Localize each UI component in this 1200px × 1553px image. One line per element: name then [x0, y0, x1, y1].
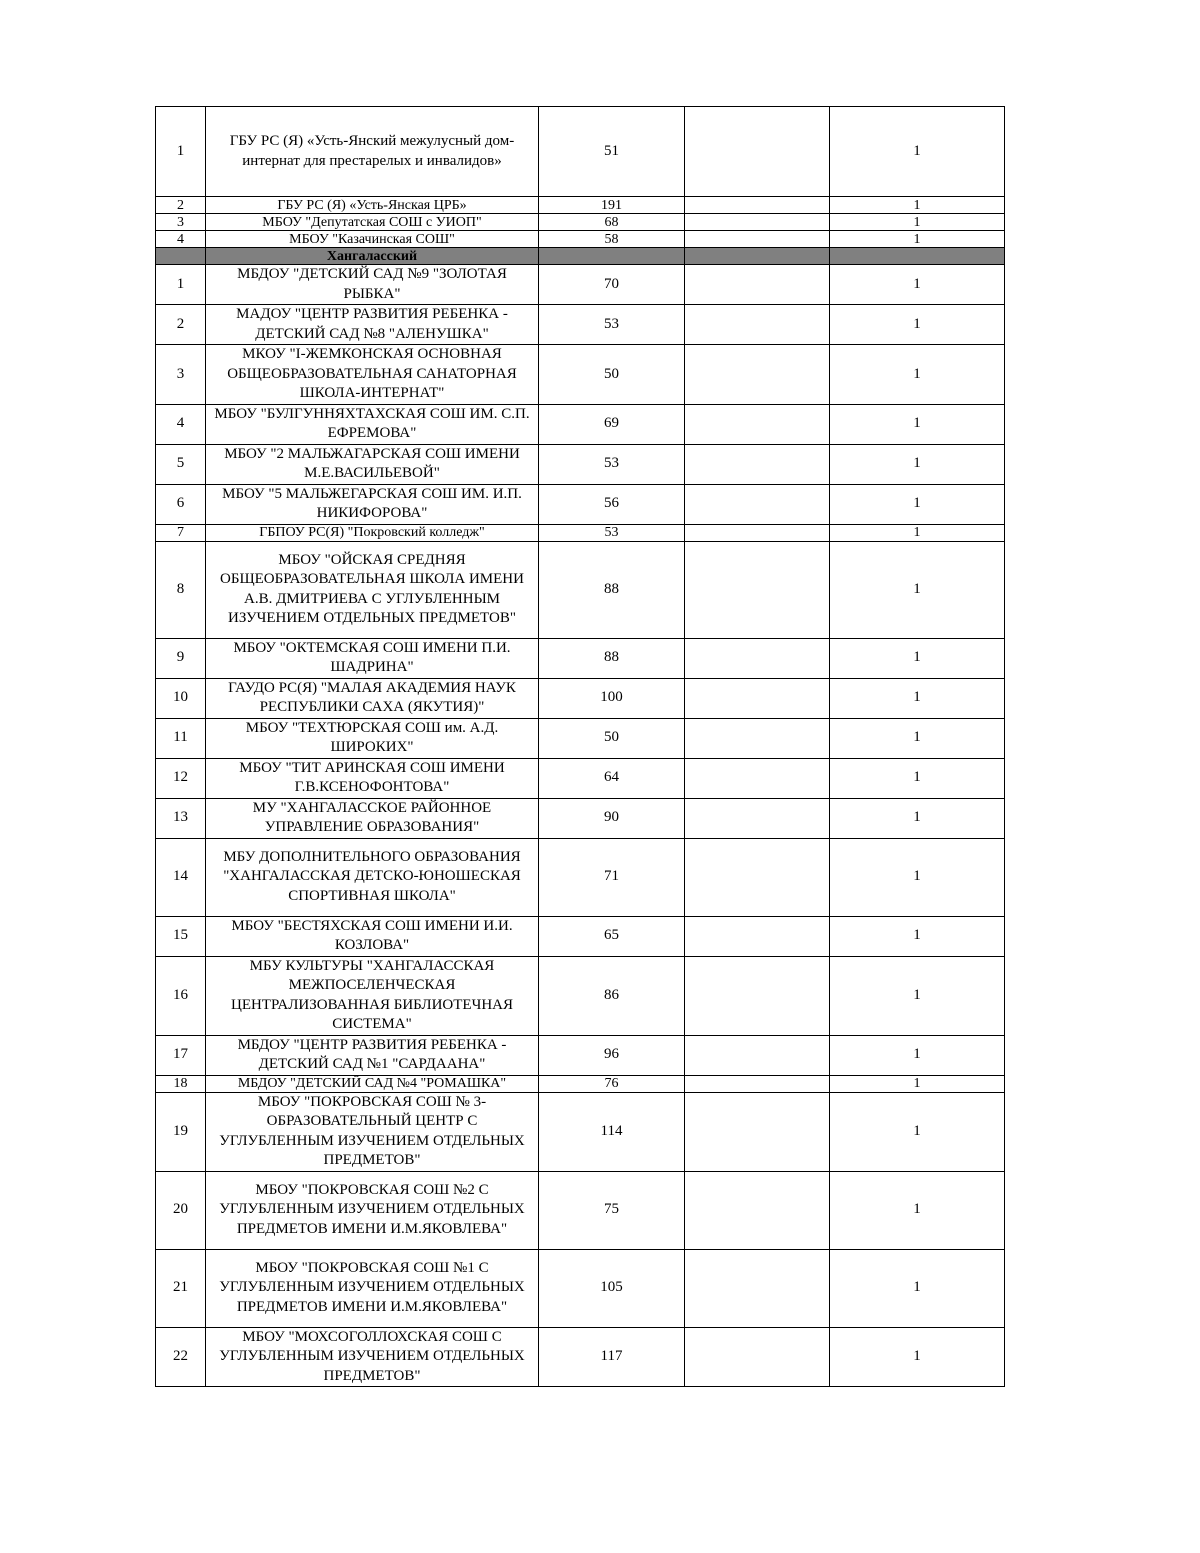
row-number-cell: 14	[156, 838, 206, 916]
empty-cell	[685, 345, 830, 405]
quantity-cell: 1	[830, 838, 1005, 916]
organization-name-cell: МБУ КУЛЬТУРЫ "ХАНГАЛАССКАЯ МЕЖПОСЕЛЕНЧЕСКАЯ ЦЕНТРАЛИЗОВАННАЯ БИБЛИОТЕЧНАЯ СИСТЕМА"	[206, 956, 539, 1035]
quantity-cell: 1	[830, 197, 1005, 214]
table-row	[156, 404, 1005, 444]
count-cell: 51	[539, 107, 685, 197]
empty-cell	[685, 758, 830, 798]
quantity-cell: 1	[830, 798, 1005, 838]
empty-cell	[685, 838, 830, 916]
organization-name-cell: МБОУ "ПОКРОВСКАЯ СОШ №2 С УГЛУБЛЕННЫМ ИЗУЧЕНИЕМ ОТДЕЛЬНЫХ ПРЕДМЕТОВ ИМЕНИ И.М.ЯКОВЛЕВА"	[206, 1171, 539, 1249]
quantity-cell: 1	[830, 265, 1005, 305]
row-number-cell: 2	[156, 197, 206, 214]
organization-name-cell: МБОУ "ТИТ АРИНСКАЯ СОШ ИМЕНИ Г.В.КСЕНОФОНТОВА"	[206, 758, 539, 798]
count-cell: 88	[539, 638, 685, 678]
table-row	[156, 1092, 1005, 1171]
quantity-cell: 1	[830, 214, 1005, 231]
row-number-cell: 17	[156, 1035, 206, 1075]
empty-cell	[685, 197, 830, 214]
row-number-cell: 15	[156, 916, 206, 956]
count-cell: 70	[539, 265, 685, 305]
empty-cell	[685, 1092, 830, 1171]
section-row	[156, 248, 1005, 265]
organization-name-cell: МБДОУ "ДЕТСКИЙ САД №9 "ЗОЛОТАЯ РЫБКА"	[206, 265, 539, 305]
quantity-cell: 1	[830, 718, 1005, 758]
quantity-cell: 1	[830, 541, 1005, 638]
count-cell: 76	[539, 1075, 685, 1092]
quantity-cell: 1	[830, 107, 1005, 197]
count-cell: 90	[539, 798, 685, 838]
empty-cell	[685, 1171, 830, 1249]
table-row	[156, 758, 1005, 798]
count-cell: 96	[539, 1035, 685, 1075]
organization-name-cell: МБОУ "ПОКРОВСКАЯ СОШ №1 С УГЛУБЛЕННЫМ ИЗУЧЕНИЕМ ОТДЕЛЬНЫХ ПРЕДМЕТОВ ИМЕНИ И.М.ЯКОВЛЕВА"	[206, 1249, 539, 1327]
count-cell: 58	[539, 231, 685, 248]
table-row	[156, 524, 1005, 541]
organization-name-cell: МБУ ДОПОЛНИТЕЛЬНОГО ОБРАЗОВАНИЯ "ХАНГАЛАССКАЯ ДЕТСКО-ЮНОШЕСКАЯ СПОРТИВНАЯ ШКОЛА"	[206, 838, 539, 916]
quantity-cell: 1	[830, 758, 1005, 798]
table-row	[156, 345, 1005, 405]
table-row	[156, 1035, 1005, 1075]
count-cell: 75	[539, 1171, 685, 1249]
organization-name-cell: МБОУ "Депутатская СОШ с УИОП"	[206, 214, 539, 231]
organization-name-cell: МАДОУ "ЦЕНТР РАЗВИТИЯ РЕБЕНКА - ДЕТСКИЙ САД №8 "АЛЕНУШКА"	[206, 305, 539, 345]
table-row	[156, 197, 1005, 214]
count-cell: 105	[539, 1249, 685, 1327]
organization-name-cell: МУ "ХАНГАЛАССКОЕ РАЙОННОЕ УПРАВЛЕНИЕ ОБРАЗОВАНИЯ"	[206, 798, 539, 838]
table-row	[156, 956, 1005, 1035]
empty-cell	[685, 484, 830, 524]
organization-name-cell: ГБУ РС (Я) «Усть-Янский межулусный дом-интернат для престарелых и инвалидов»	[206, 107, 539, 197]
row-number-cell: 2	[156, 305, 206, 345]
empty-cell	[685, 1327, 830, 1387]
row-number-cell: 16	[156, 956, 206, 1035]
table-row	[156, 231, 1005, 248]
row-number-cell: 22	[156, 1327, 206, 1387]
empty-cell	[685, 1075, 830, 1092]
quantity-cell: 1	[830, 1327, 1005, 1387]
empty-cell	[685, 305, 830, 345]
table-row	[156, 214, 1005, 231]
count-cell: 114	[539, 1092, 685, 1171]
quantity-cell: 1	[830, 956, 1005, 1035]
table-row	[156, 1327, 1005, 1387]
count-cell: 68	[539, 214, 685, 231]
quantity-cell: 1	[830, 484, 1005, 524]
count-cell: 117	[539, 1327, 685, 1387]
table-body	[156, 107, 1005, 1387]
table-row	[156, 678, 1005, 718]
row-number-cell: 10	[156, 678, 206, 718]
quantity-cell: 1	[830, 524, 1005, 541]
count-cell: 191	[539, 197, 685, 214]
row-number-cell: 5	[156, 444, 206, 484]
count-cell: 56	[539, 484, 685, 524]
empty-cell	[685, 541, 830, 638]
organization-name-cell: ГАУДО РС(Я) "МАЛАЯ АКАДЕМИЯ НАУК РЕСПУБЛИКИ САХА (ЯКУТИЯ)"	[206, 678, 539, 718]
organization-name-cell: МБОУ "Казачинская СОШ"	[206, 231, 539, 248]
quantity-cell: 1	[830, 1092, 1005, 1171]
count-cell: 69	[539, 404, 685, 444]
row-number-cell: 13	[156, 798, 206, 838]
empty-cell	[685, 1035, 830, 1075]
quantity-cell	[830, 248, 1005, 265]
empty-cell	[685, 444, 830, 484]
quantity-cell: 1	[830, 1035, 1005, 1075]
table-row	[156, 541, 1005, 638]
quantity-cell: 1	[830, 305, 1005, 345]
row-number-cell: 8	[156, 541, 206, 638]
empty-cell	[685, 1249, 830, 1327]
organization-name-cell: МБДОУ "ЦЕНТР РАЗВИТИЯ РЕБЕНКА - ДЕТСКИЙ САД №1 "САРДААНА"	[206, 1035, 539, 1075]
quantity-cell: 1	[830, 678, 1005, 718]
table-row	[156, 265, 1005, 305]
empty-cell	[685, 231, 830, 248]
row-number-cell: 1	[156, 107, 206, 197]
count-cell: 86	[539, 956, 685, 1035]
count-cell: 53	[539, 524, 685, 541]
organization-name-cell: МБОУ "ОЙСКАЯ СРЕДНЯЯ ОБЩЕОБРАЗОВАТЕЛЬНАЯ ШКОЛА ИМЕНИ А.В. ДМИТРИЕВА С УГЛУБЛЕННЫМ ИЗУЧЕНИЕМ ОТДЕЛЬНЫХ ПРЕДМЕТОВ"	[206, 541, 539, 638]
count-cell: 71	[539, 838, 685, 916]
empty-cell	[685, 248, 830, 265]
organization-name-cell: МКОУ "I-ЖЕМКОНСКАЯ ОСНОВНАЯ ОБЩЕОБРАЗОВАТЕЛЬНАЯ САНАТОРНАЯ ШКОЛА-ИНТЕРНАТ"	[206, 345, 539, 405]
quantity-cell: 1	[830, 345, 1005, 405]
row-number-cell: 7	[156, 524, 206, 541]
count-cell: 53	[539, 305, 685, 345]
empty-cell	[685, 916, 830, 956]
organization-name-cell: МБОУ "ОКТЕМСКАЯ СОШ ИМЕНИ П.И. ШАДРИНА"	[206, 638, 539, 678]
row-number-cell: 4	[156, 231, 206, 248]
table-row	[156, 838, 1005, 916]
table-row	[156, 718, 1005, 758]
count-cell: 50	[539, 345, 685, 405]
row-number-cell: 11	[156, 718, 206, 758]
count-cell: 100	[539, 678, 685, 718]
table-row	[156, 916, 1005, 956]
row-number-cell	[156, 248, 206, 265]
empty-cell	[685, 404, 830, 444]
empty-cell	[685, 718, 830, 758]
organization-name-cell: МБОУ "БУЛГУННЯХТАХСКАЯ СОШ ИМ. С.П. ЕФРЕМОВА"	[206, 404, 539, 444]
table-row	[156, 1075, 1005, 1092]
row-number-cell: 1	[156, 265, 206, 305]
empty-cell	[685, 798, 830, 838]
empty-cell	[685, 214, 830, 231]
organization-name-cell: МБОУ "ПОКРОВСКАЯ СОШ № 3-ОБРАЗОВАТЕЛЬНЫЙ ЦЕНТР С УГЛУБЛЕННЫМ ИЗУЧЕНИЕМ ОТДЕЛЬНЫХ ПРЕДМЕТОВ"	[206, 1092, 539, 1171]
count-cell: 64	[539, 758, 685, 798]
quantity-cell: 1	[830, 1075, 1005, 1092]
count-cell	[539, 248, 685, 265]
quantity-cell: 1	[830, 916, 1005, 956]
row-number-cell: 6	[156, 484, 206, 524]
table-row	[156, 444, 1005, 484]
organizations-table	[155, 106, 1005, 1387]
row-number-cell: 3	[156, 214, 206, 231]
quantity-cell: 1	[830, 404, 1005, 444]
table-row	[156, 305, 1005, 345]
section-title-cell: Хангаласский	[206, 248, 539, 265]
empty-cell	[685, 524, 830, 541]
count-cell: 50	[539, 718, 685, 758]
quantity-cell: 1	[830, 444, 1005, 484]
organization-name-cell: МБОУ "МОХСОГОЛЛОХСКАЯ СОШ С УГЛУБЛЕННЫМ ИЗУЧЕНИЕМ ОТДЕЛЬНЫХ ПРЕДМЕТОВ"	[206, 1327, 539, 1387]
count-cell: 65	[539, 916, 685, 956]
row-number-cell: 4	[156, 404, 206, 444]
empty-cell	[685, 678, 830, 718]
row-number-cell: 9	[156, 638, 206, 678]
organization-name-cell: МБДОУ "ДЕТСКИЙ САД №4 "РОМАШКА"	[206, 1075, 539, 1092]
empty-cell	[685, 638, 830, 678]
quantity-cell: 1	[830, 231, 1005, 248]
organization-name-cell: МБОУ "5 МАЛЬЖЕГАРСКАЯ СОШ ИМ. И.П. НИКИФОРОВА"	[206, 484, 539, 524]
table-row	[156, 107, 1005, 197]
table-row	[156, 798, 1005, 838]
table-row	[156, 1171, 1005, 1249]
quantity-cell: 1	[830, 1171, 1005, 1249]
empty-cell	[685, 265, 830, 305]
row-number-cell: 20	[156, 1171, 206, 1249]
organization-name-cell: МБОУ "ТЕХТЮРСКАЯ СОШ им. А.Д. ШИРОКИХ"	[206, 718, 539, 758]
row-number-cell: 18	[156, 1075, 206, 1092]
count-cell: 53	[539, 444, 685, 484]
row-number-cell: 19	[156, 1092, 206, 1171]
row-number-cell: 21	[156, 1249, 206, 1327]
table-row	[156, 1249, 1005, 1327]
organization-name-cell: ГБПОУ РС(Я) "Покровский колледж"	[206, 524, 539, 541]
empty-cell	[685, 107, 830, 197]
row-number-cell: 12	[156, 758, 206, 798]
quantity-cell: 1	[830, 1249, 1005, 1327]
organization-name-cell: МБОУ "БЕСТЯХСКАЯ СОШ ИМЕНИ И.И. КОЗЛОВА"	[206, 916, 539, 956]
count-cell: 88	[539, 541, 685, 638]
organization-name-cell: ГБУ РС (Я) «Усть-Янская ЦРБ»	[206, 197, 539, 214]
empty-cell	[685, 956, 830, 1035]
table-row	[156, 638, 1005, 678]
quantity-cell: 1	[830, 638, 1005, 678]
organization-name-cell: МБОУ "2 МАЛЬЖАГАРСКАЯ СОШ ИМЕНИ М.Е.ВАСИЛЬЕВОЙ"	[206, 444, 539, 484]
row-number-cell: 3	[156, 345, 206, 405]
table-row	[156, 484, 1005, 524]
